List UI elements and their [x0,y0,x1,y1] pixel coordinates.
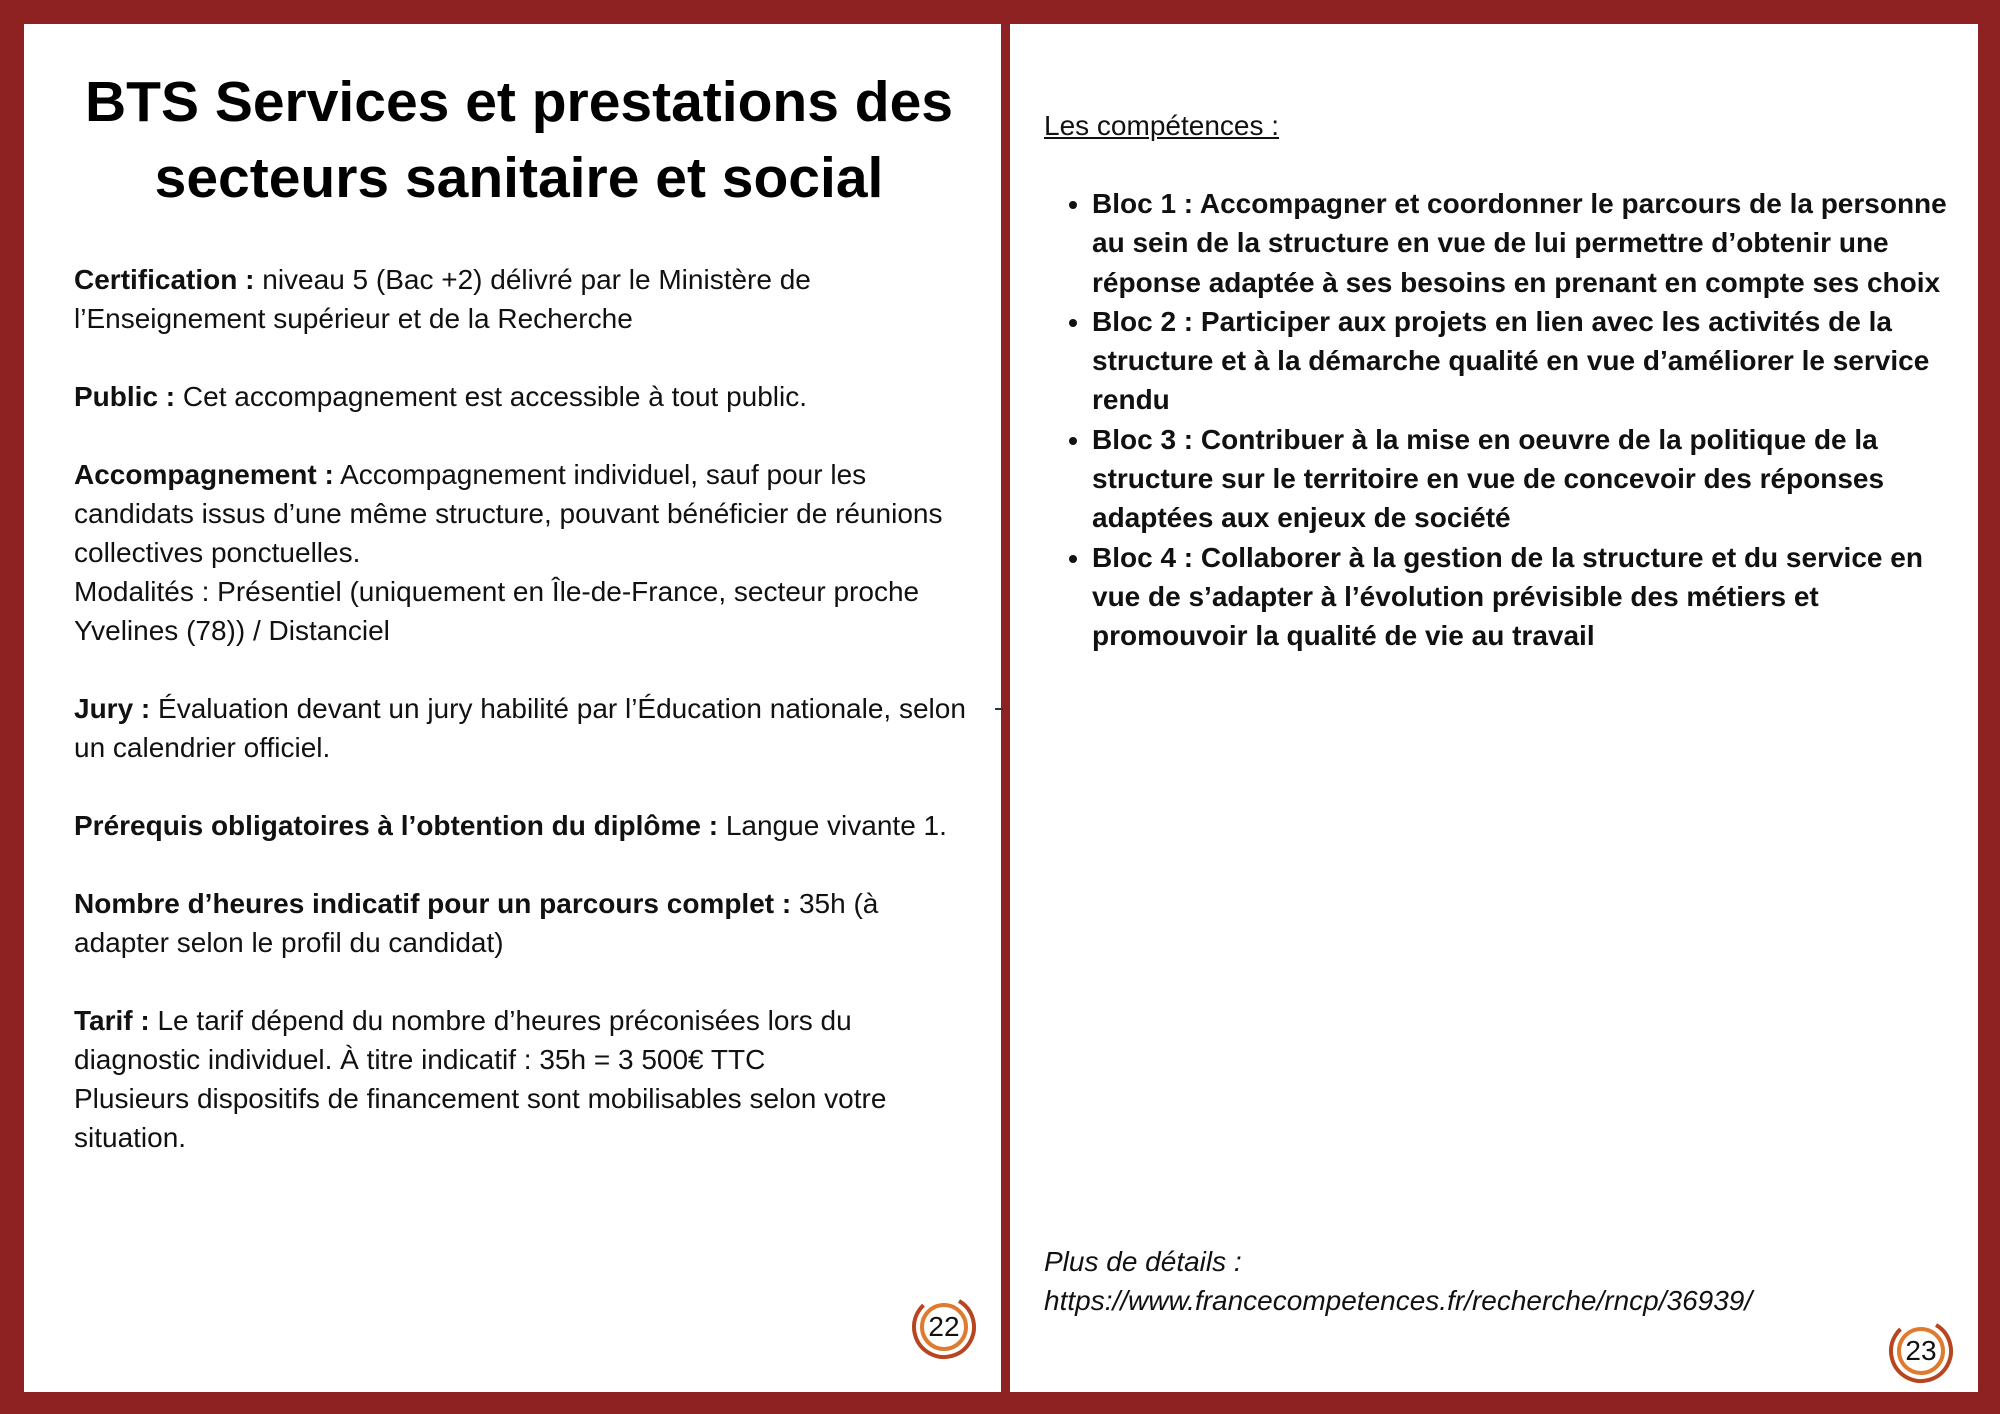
certification-label: Certification : [74,264,255,295]
list-item: • Bloc 3 : Contribuer à la mise en oeuvre de la politique de la structure sur le territoire en vue de concevoir des réponses adaptées aux enjeux de société [1092,420,1954,538]
course-details [74,260,974,1196]
heures-paragraph [74,884,974,962]
prerequis-paragraph [74,806,974,845]
page-number-badge-right [1888,1318,1954,1384]
accompagnement-text: Accompagnement individuel, sauf pour les candidats issus d’une même structure, pouvant bénéficier de réunions collectives ponctuelles. [74,459,943,568]
jury-label: Jury : [74,693,151,724]
right-page [1010,24,1978,1392]
details-url: https://www.francecompetences.fr/recherche/rncp/36939/ [1044,1285,1753,1316]
certification-paragraph [74,260,974,338]
page-number-badge-left [911,1294,977,1360]
heures-text: 35h (à adapter selon le profil du candidat) [74,888,879,958]
accompagnement-paragraph [74,455,974,650]
list-item: • Bloc 2 : Participer aux projets en lien avec les activités de la structure et à la démarche qualité en vue d’améliorer le service rendu [1092,302,1954,420]
prerequis-text: Langue vivante 1. [725,810,947,841]
details-section [1044,1242,1752,1320]
jury-paragraph [74,689,974,767]
accompagnement-label: Accompagnement : [74,459,334,490]
competences-heading: Les compétences : [1044,110,1280,141]
tarif-label: Tarif : [74,1005,150,1036]
tarif-text: Le tarif dépend du nombre d’heures préconisées lors du diagnostic individuel. À titre indicatif : 35h = 3 500€ TTC [74,1005,852,1075]
page-title: BTS Services et prestations des secteurs sanitaire et social [84,70,954,210]
modalites-text: Modalités : Présentiel (uniquement en Île-de-France, secteur proche Yvelines (78)) / Distanciel [74,576,920,646]
tarif-paragraph [74,1001,974,1157]
list-item: • Bloc 1 : Accompagner et coordonner le parcours de la personne au sein de la structure en vue de lui permettre d’obtenir une réponse adaptée à ses besoins en prenant en compte ses choix [1092,184,1954,302]
page-number-left: 22 [928,1311,960,1342]
page-divider-tick [995,708,1003,710]
list-item: • Bloc 4 : Collaborer à la gestion de la structure et du service en vue de s’adapter à l’évolution prévisible des métiers et promouvoir la qualité de vie au travail [1092,538,1954,656]
page-number-right: 23 [1905,1335,1937,1366]
competences-list [1044,184,1954,656]
certification-text: niveau 5 (Bac +2) délivré par le Ministère de l’Enseignement supérieur et de la Recherche [74,264,811,334]
heures-label: Nombre d’heures indicatif pour un parcours complet : [74,888,792,919]
jury-text: Évaluation devant un jury habilité par l’Éducation nationale, selon un calendrier officiel. [74,693,966,763]
public-label: Public : [74,381,176,412]
public-paragraph [74,377,974,416]
financement-text: Plusieurs dispositifs de financement sont mobilisables selon votre situation. [74,1083,887,1153]
left-page [24,24,1001,1392]
details-label: Plus de détails : [1044,1246,1242,1277]
prerequis-label: Prérequis obligatoires à l’obtention du diplôme : [74,810,719,841]
public-text: Cet accompagnement est accessible à tout public. [182,381,808,412]
